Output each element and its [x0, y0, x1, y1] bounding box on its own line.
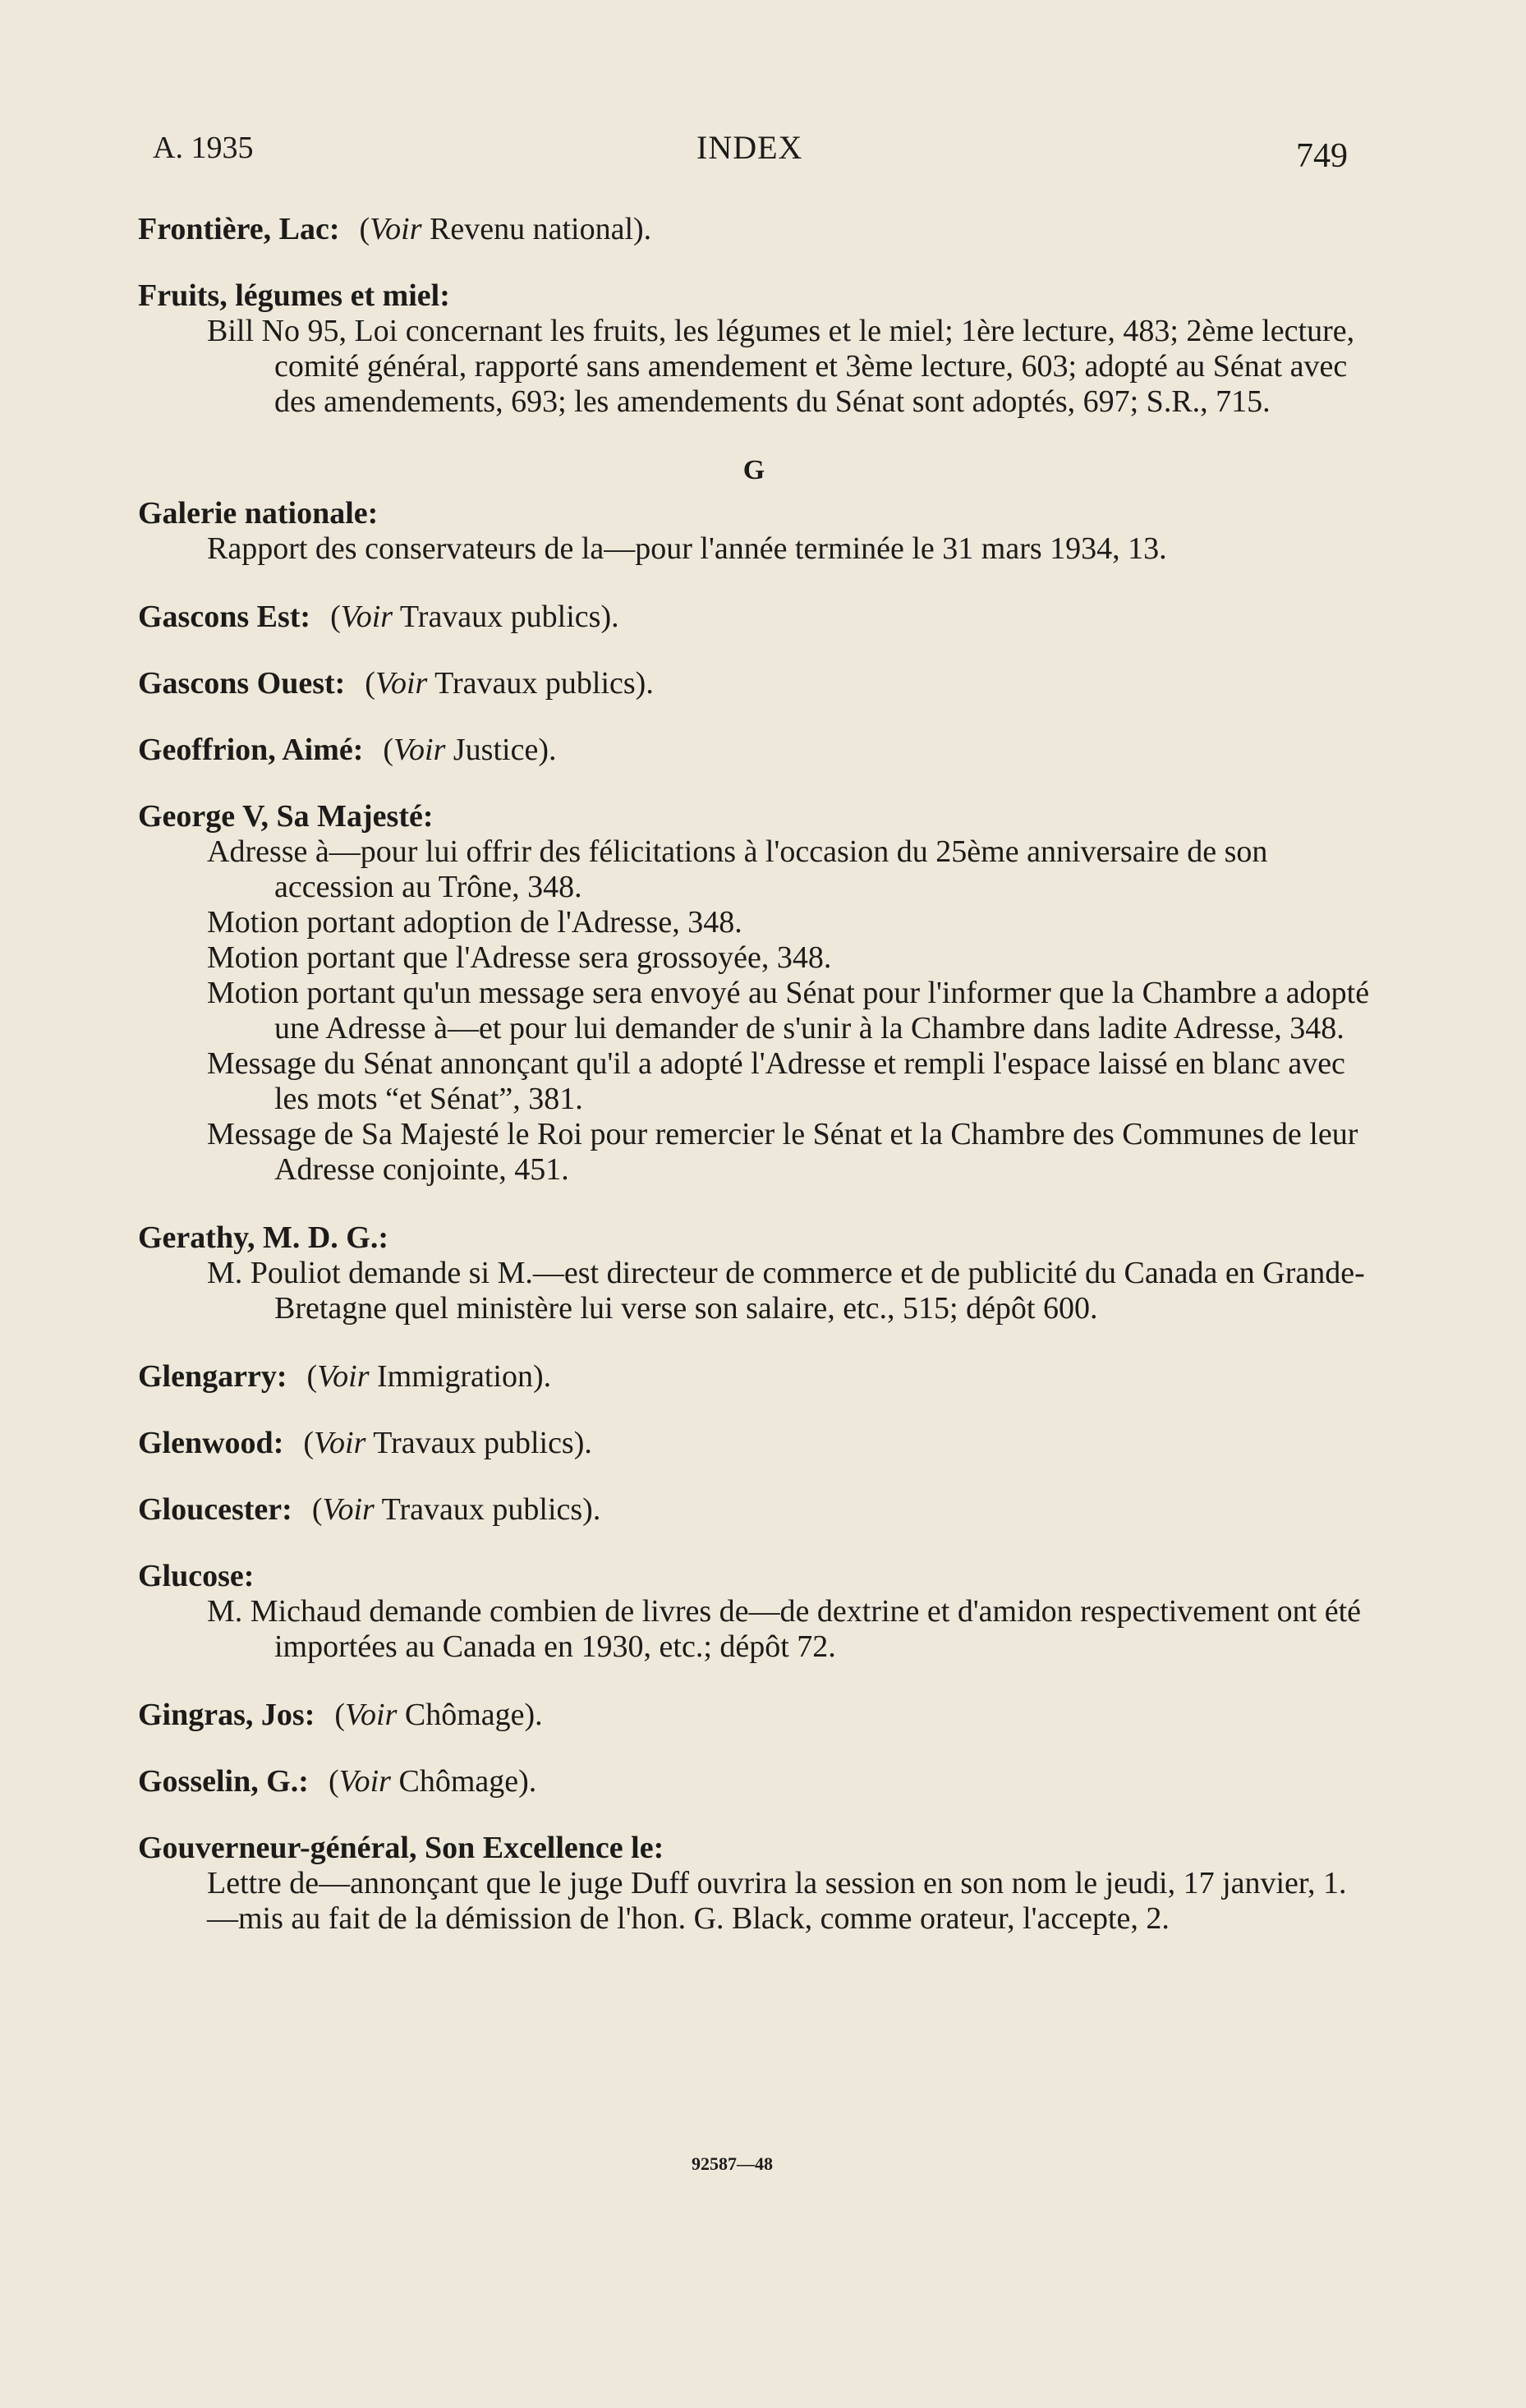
see-reference: (Voir Chômage). — [328, 1764, 537, 1799]
index-entry — [138, 212, 1370, 247]
index-entry — [138, 1492, 1370, 1528]
entry-subline: Motion portant qu'un message sera envoyé au Sénat pour l'informer que la Chambre a adopté une Adresse à—et pour lui demander de s'unir à la Chambre dans ladite Adresse, 348. — [207, 976, 1370, 1045]
entry-heading: Gingras, Jos: — [138, 1698, 315, 1732]
index-entry — [138, 1359, 1370, 1395]
entry-heading: Glenwood: — [138, 1426, 284, 1460]
entry-subline: Motion portant adoption de l'Adresse, 348. — [207, 905, 742, 940]
see-reference: (Voir Justice). — [383, 733, 557, 767]
entry-heading: Gerathy, M. D. G.: — [138, 1220, 389, 1255]
see-target: Chômage). — [397, 1698, 543, 1732]
entry-subline: Rapport des conservateurs de la—pour l'année terminée le 31 mars 1934, 13. — [207, 531, 1167, 566]
index-entry — [138, 1764, 1370, 1799]
see-target: Travaux publics). — [393, 600, 619, 634]
entry-subline: Lettre de—annonçant que le juge Duff ouvrira la session en son nom le jeudi, 17 janvier, 1. — [207, 1866, 1347, 1900]
page-title: INDEX — [696, 129, 803, 166]
see-prefix: Voir — [338, 1764, 391, 1799]
index-entry — [138, 1559, 1370, 1665]
see-reference: (Voir Travaux publics). — [303, 1426, 592, 1460]
index-entry — [138, 666, 1370, 701]
index-entry — [138, 1698, 1370, 1733]
index-entry — [138, 733, 1370, 768]
entry-subline: —mis au fait de la démission de l'hon. G. Black, comme orateur, l'accepte, 2. — [207, 1901, 1170, 1936]
entry-subline: M. Pouliot demande si M.—est directeur de commerce et de publicité du Canada en Grande-Bretagne quel ministère lui verse son salaire, etc., 515; dépôt 600. — [207, 1256, 1365, 1326]
see-target: Revenu national). — [421, 212, 652, 246]
entry-subline: Bill No 95, Loi concernant les fruits, les légumes et le miel; 1ère lecture, 483; 2ème lecture, comité général, rapporté sans amendement et 3ème lecture, 603; adopté au Sénat avec des amendements, 693; les amendements du Sénat sont adoptés, 697; S.R., 715. — [207, 314, 1355, 419]
entry-heading: George V, Sa Majesté: — [138, 799, 434, 834]
entry-heading: Fruits, légumes et miel: — [138, 278, 450, 313]
entry-heading: Glucose: — [138, 1559, 255, 1593]
index-entry — [138, 799, 1370, 1188]
entry-subline: Message de Sa Majesté le Roi pour remercier le Sénat et la Chambre des Communes de leur Adresse conjointe, 451. — [207, 1117, 1358, 1187]
entry-subline: M. Michaud demande combien de livres de—de dextrine et d'amidon respectivement ont été importées au Canada en 1930, etc.; dépôt 72. — [207, 1594, 1361, 1664]
see-reference: (Voir Travaux publics). — [330, 600, 619, 634]
entry-subline: Adresse à—pour lui offrir des félicitations à l'occasion du 25ème anniversaire de son accession au Trône, 348. — [207, 834, 1268, 904]
see-target: Chômage). — [390, 1764, 537, 1799]
index-entry — [138, 1831, 1370, 1937]
entry-subline: Message du Sénat annonçant qu'il a adopté l'Adresse et rempli l'espace laissé en blanc avec les mots “et Sénat”, 381. — [207, 1046, 1345, 1116]
see-reference: (Voir Travaux publics). — [311, 1492, 601, 1527]
index-entry — [138, 1426, 1370, 1461]
see-reference: (Voir Chômage). — [334, 1698, 543, 1732]
see-target: Justice). — [445, 733, 557, 767]
see-target: Travaux publics). — [365, 1426, 592, 1460]
section-letter: G — [742, 455, 765, 485]
entry-heading: Glengarry: — [138, 1359, 287, 1394]
see-prefix: Voir — [314, 1426, 366, 1460]
entry-heading: Galerie nationale: — [138, 496, 379, 531]
print-code: 92587—48 — [692, 2153, 773, 2174]
index-entry — [138, 278, 1370, 420]
entry-heading: Gosselin, G.: — [138, 1764, 309, 1799]
entry-heading: Gouverneur-général, Son Excellence le: — [138, 1831, 664, 1865]
entry-subline: Motion portant que l'Adresse sera grossoyée, 348. — [207, 940, 832, 975]
index-entry — [138, 496, 1370, 567]
entry-heading: Frontière, Lac: — [138, 212, 340, 246]
see-target: Travaux publics). — [374, 1492, 601, 1527]
see-prefix: Voir — [340, 600, 393, 634]
entry-heading: Gascons Ouest: — [138, 666, 346, 701]
see-prefix: Voir — [393, 733, 446, 767]
see-prefix: Voir — [322, 1492, 375, 1527]
session-year: A. 1935 — [153, 131, 254, 165]
index-entry — [138, 600, 1370, 635]
see-prefix: Voir — [345, 1698, 398, 1732]
entry-heading: Gascons Est: — [138, 600, 311, 634]
see-target: Travaux publics). — [427, 666, 654, 701]
see-reference: (Voir Immigration). — [306, 1359, 552, 1394]
see-target: Immigration). — [369, 1359, 552, 1394]
see-prefix: Voir — [370, 212, 422, 246]
see-prefix: Voir — [317, 1359, 370, 1394]
entry-heading: Gloucester: — [138, 1492, 292, 1527]
see-prefix: Voir — [375, 666, 428, 701]
page-number: 749 — [1296, 137, 1348, 175]
index-content — [138, 212, 1370, 1969]
see-reference: (Voir Revenu national). — [359, 212, 652, 246]
index-entry — [138, 1220, 1370, 1326]
entry-heading: Geoffrion, Aimé: — [138, 733, 364, 767]
see-reference: (Voir Travaux publics). — [365, 666, 654, 701]
page-header — [0, 122, 1526, 175]
